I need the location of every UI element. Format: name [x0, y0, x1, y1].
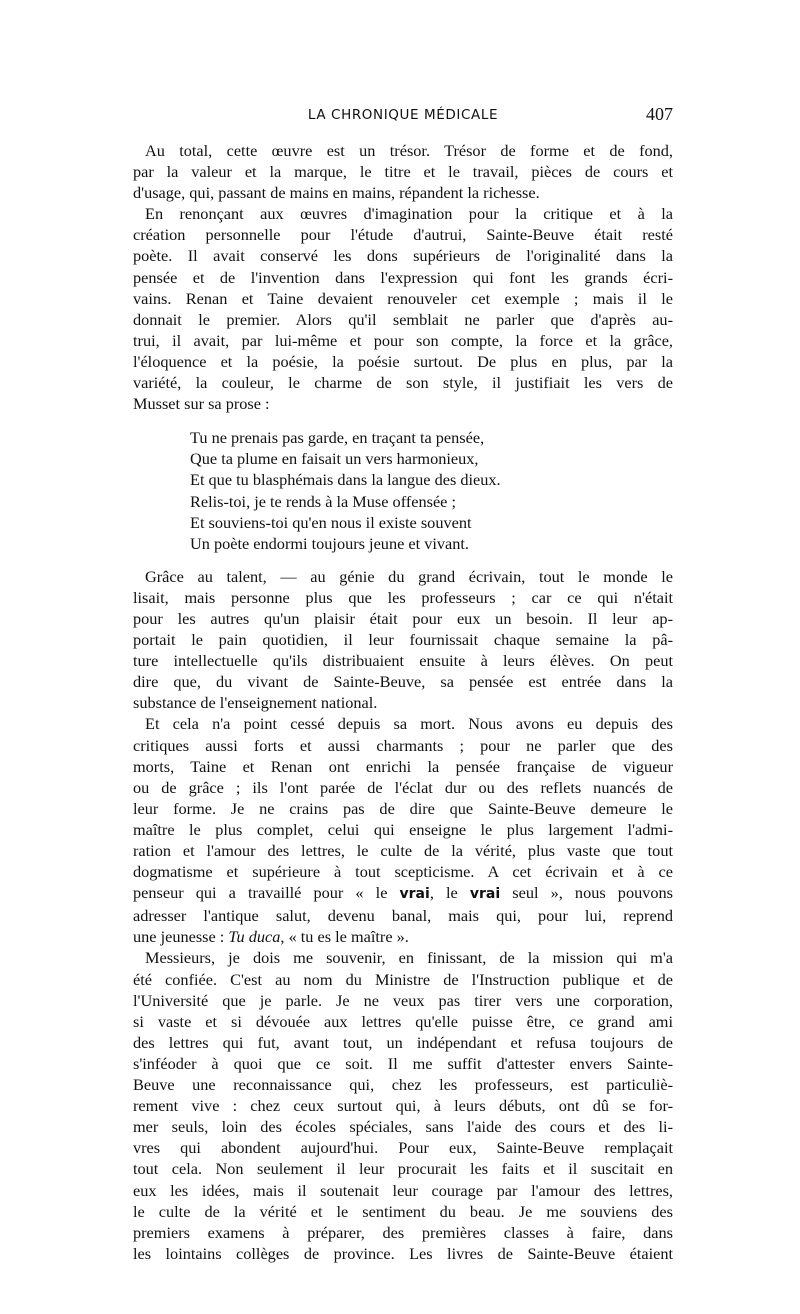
- text-line: eux les idées, mais il soutenait leur courage par l'amour des lettres,: [133, 1180, 673, 1200]
- text-line: morts, Taine et Renan ont enrichi la pensée française de vigueur: [133, 756, 673, 776]
- running-title: LA CHRONIQUE MÉDICALE: [307, 107, 499, 123]
- text-line: tout cela. Non seulement il leur procurait les faits et il suscitait en: [133, 1159, 673, 1179]
- text-line: d'usage, qui, passant de mains en mains, répandent la richesse.: [133, 183, 540, 203]
- text-line: portait le pain quotidien, il leur fournissait chaque semaine la pâ-: [133, 630, 673, 650]
- italic-quotation: Tu duca: [228, 927, 281, 947]
- text-fragment: , le: [429, 883, 470, 903]
- text-line: dire que, du vivant de Sainte-Beuve, sa pensée est entrée dans la: [133, 672, 673, 692]
- text-line: variété, la couleur, le charme de son style, il justifiait les vers de: [133, 373, 673, 393]
- text-line: premiers examens à préparer, des premières classes à faire, dans: [133, 1222, 673, 1242]
- text-line: pensée et de l'invention dans l'expression qui font les grands écri-: [133, 267, 673, 287]
- text-line: vains. Renan et Taine devaient renouveler cet exemple ; mais il le: [133, 288, 673, 308]
- text-line: ture intellectuelle qu'ils distribuaient ensuite à leurs élèves. On peut: [133, 651, 673, 671]
- text-line: maître le plus complet, celui qui enseigne le plus largement l'admi-: [133, 819, 673, 839]
- text-line: ou de grâce ; ils l'ont parée de l'éclat dur ou des reflets nuancés de: [133, 777, 673, 797]
- poem-quotation: [190, 427, 673, 554]
- text-line: été confiée. C'est au nom du Ministre de l'Instruction publique et de: [133, 969, 673, 989]
- text-line-vrai: [133, 882, 673, 905]
- text-line: lisait, mais personne plus que les professeurs ; car ce qui n'était: [133, 587, 673, 607]
- paragraph-1: [133, 140, 673, 203]
- text-fragment: une jeunesse :: [133, 927, 229, 947]
- text-line: pour les autres qu'un plaisir était pour eux un besoin. Il leur ap-: [133, 608, 673, 628]
- poem-verse: Et que tu blasphémais dans la langue des dieux.: [190, 470, 501, 490]
- paragraph-4: [133, 713, 673, 947]
- text-line: mer seuls, loin des écoles spéciales, sans l'aide des cours et des li-: [133, 1117, 673, 1137]
- page-number: 407: [646, 104, 673, 124]
- text-line-final: [133, 926, 673, 947]
- text-line: Messieurs, je dois me souvenir, en finissant, de la mission qui m'a: [145, 948, 673, 968]
- text-line: s'inféoder à quoi que ce soit. Il me suffit d'attester envers Sainte-: [133, 1053, 673, 1073]
- text-line: les lointains collèges de province. Les livres de Sainte-Beuve étaient: [133, 1243, 673, 1263]
- emphasis-vrai: vrai: [469, 886, 501, 903]
- poem-verse: Relis-toi, je te rends à la Muse offensée ;: [190, 491, 457, 511]
- poem-verse: Que ta plume en faisait un vers harmonieux,: [190, 449, 479, 469]
- paragraph-2: [133, 203, 673, 414]
- text-fragment: penseur qui a travaillé pour « le: [133, 883, 400, 903]
- text-line: le culte de la vérité et le sentiment du beau. Je me souviens des: [133, 1201, 673, 1221]
- text-line: dogmatisme et supérieure à tout scepticisme. A cet écrivain et à ce: [133, 862, 673, 882]
- poem-verse: Un poète endormi toujours jeune et vivant.: [190, 533, 469, 553]
- text-line: l'éloquence et la poésie, la poésie surtout. De plus en plus, par la: [133, 351, 673, 371]
- text-line: des lettres qui fut, avant tout, un indépendant et refusa toujours de: [133, 1032, 673, 1052]
- text-line: rement vive : chez ceux surtout qui, à leurs débuts, ont dû se for-: [133, 1096, 673, 1116]
- emphasis-vrai: vrai: [399, 886, 430, 903]
- text-line: substance de l'enseignement national.: [133, 693, 378, 713]
- text-line: si vaste et si dévouée aux lettres qu'elle puisse être, ce grand ami: [133, 1011, 673, 1031]
- poem-verse: Tu ne prenais pas garde, en traçant ta pensée,: [190, 428, 485, 448]
- text-line: l'Université que je parle. Je ne veux pas tirer vers une corporation,: [133, 990, 673, 1010]
- text-line: Au total, cette œuvre est un trésor. Trésor de forme et de fond,: [145, 141, 673, 160]
- text-fragment: seul », nous pouvons: [500, 883, 673, 903]
- text-line: trui, il avait, par lui-même et pour son compte, la force et la grâce,: [133, 330, 673, 350]
- text-line: par la valeur et la marque, le titre et le travail, pièces de cours et: [133, 162, 673, 182]
- poem-verse: Et souviens-toi qu'en nous il existe souvent: [190, 512, 472, 532]
- text-line: Beuve une reconnaissance qui, chez les professeurs, est particuliè-: [133, 1075, 673, 1095]
- text-line: En renonçant aux œuvres d'imagination pour la critique et à la: [145, 204, 673, 224]
- text-line: poète. Il avait conservé les dons supérieurs de l'originalité dans la: [133, 246, 673, 266]
- page-body: [133, 140, 673, 1264]
- text-line: Musset sur sa prose :: [133, 394, 270, 414]
- text-line: Et cela n'a point cessé depuis sa mort. Nous avons eu depuis des: [145, 714, 673, 734]
- text-line: leur forme. Je ne crains pas de dire que Sainte-Beuve demeure le: [133, 798, 673, 818]
- text-line: donnait le premier. Alors qu'il semblait ne parler que d'après au-: [133, 309, 673, 329]
- text-line: vres qui abondent aujourd'hui. Pour eux, Sainte-Beuve remplaçait: [133, 1138, 673, 1158]
- page-header: [133, 104, 673, 129]
- text-fragment: , « tu es le maître ».: [280, 927, 409, 947]
- text-line: critiques aussi forts et aussi charmants ; pour ne parler que des: [133, 735, 673, 755]
- paragraph-3: [133, 566, 673, 714]
- paragraph-5: [133, 947, 673, 1263]
- text-line: adresser l'antique salut, devenu banal, mais qui, pour lui, reprend: [133, 906, 673, 926]
- text-line: Grâce au talent, — au génie du grand écrivain, tout le monde le: [145, 566, 673, 586]
- text-line: création personnelle pour l'étude d'autrui, Sainte-Beuve était resté: [133, 225, 673, 245]
- text-line: ration et l'amour des lettres, le culte de la vérité, plus vaste que tout: [133, 841, 673, 860]
